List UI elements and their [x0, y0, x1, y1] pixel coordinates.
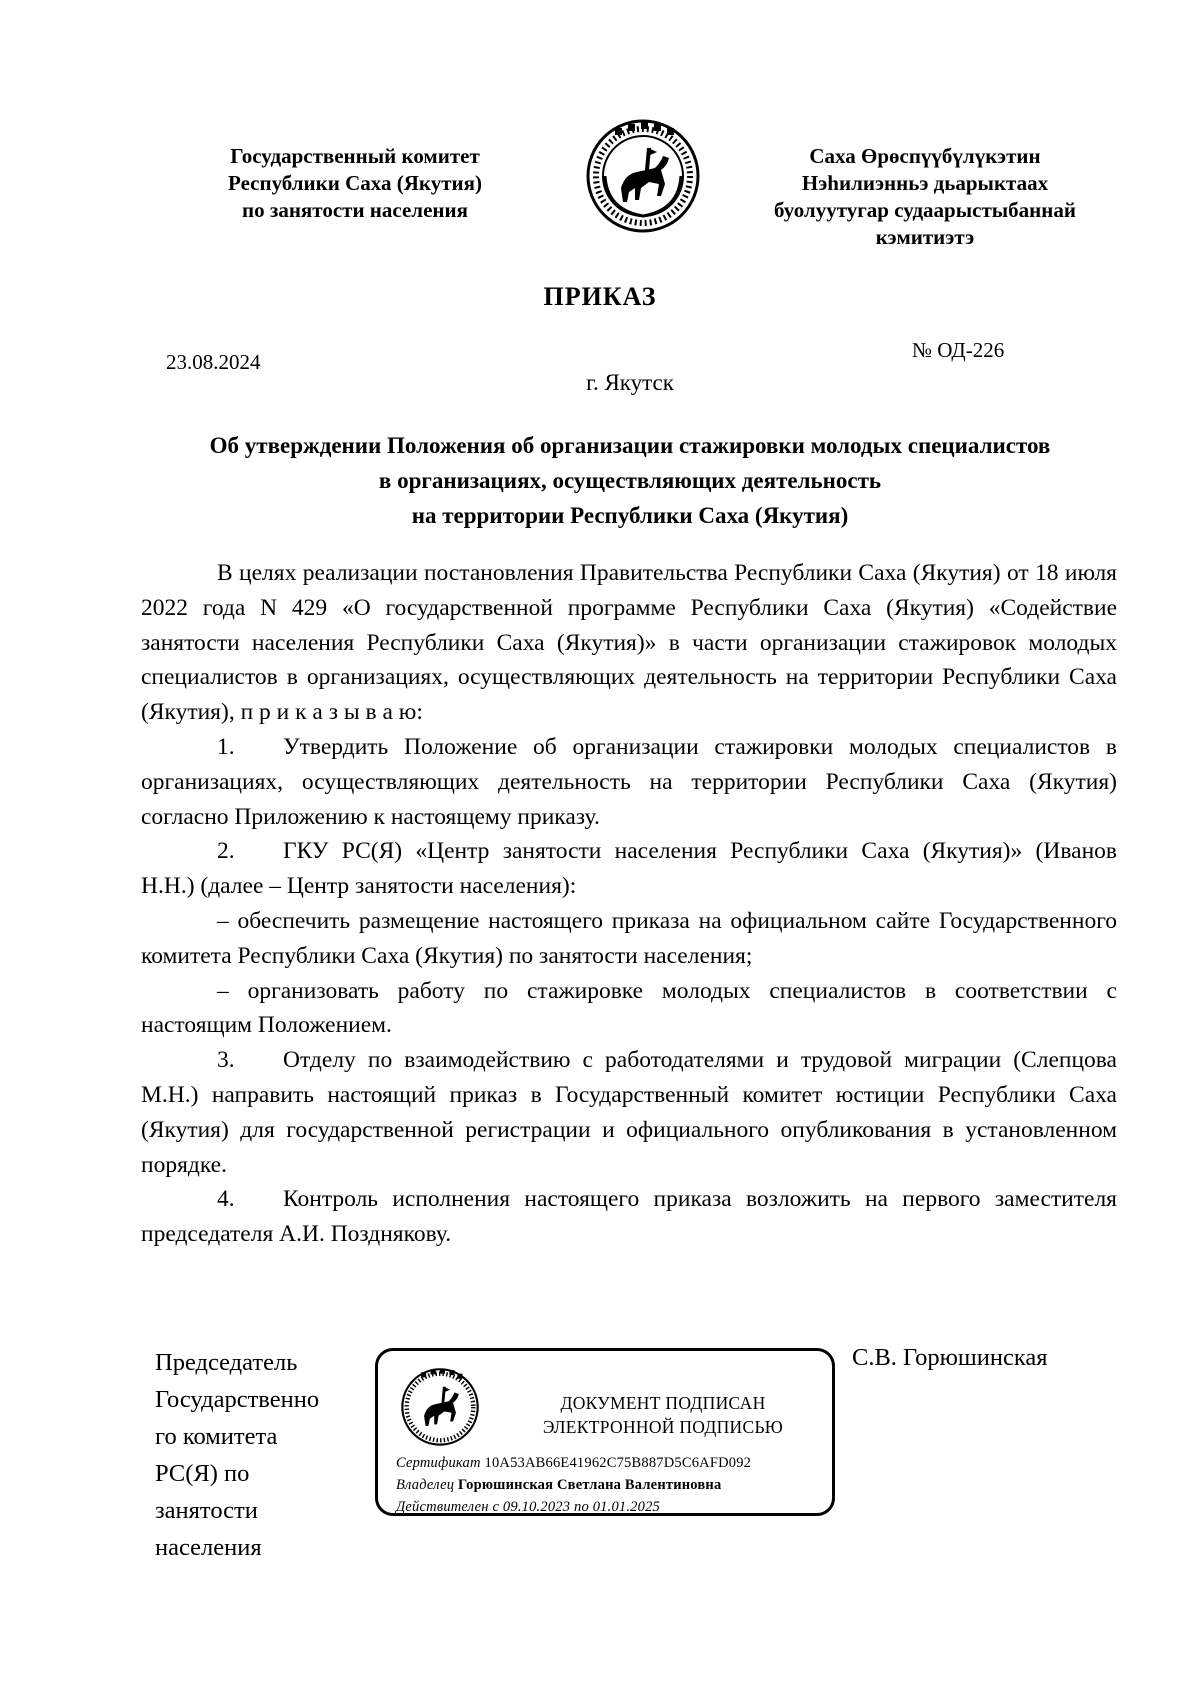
item-text: Отделу по взаимодействию с работодателями и трудовой миграции (Слепцова М.Н.) направить настоящий приказ в Государственный комитет юстиции Республики Саха (Якутия) для государственной регистрации и официального опубликования в установленном порядке. — [141, 1047, 1117, 1178]
subject-line: в организациях, осуществляющих деятельность — [378, 468, 882, 493]
document-number: № ОД-226 — [912, 338, 1005, 362]
document-subject — [140, 428, 1120, 533]
stamp-heading-line: ДОКУМЕНТ ПОДПИСАН — [560, 1393, 766, 1413]
header-left-line: Государственный комитет — [230, 144, 480, 168]
order-subitem — [141, 904, 1117, 974]
stamp-certificate — [396, 1455, 751, 1472]
header-left — [190, 143, 520, 224]
order-item — [141, 834, 1117, 904]
header-left-line: по занятости населения — [242, 198, 468, 222]
sakha-coat-of-arms-icon — [585, 118, 701, 234]
signer-title-line: занятости — [155, 1497, 258, 1524]
order-word: п р и к а з ы в а ю: — [240, 699, 423, 726]
stamp-valid-from: 09.10.2023 — [502, 1499, 571, 1515]
document-city: г. Якутск — [586, 370, 674, 395]
item-number: 4. — [217, 1186, 235, 1213]
subject-line: Об утверждении Положения об организации стажировки молодых специалистов — [209, 433, 1051, 458]
signer-title — [155, 1344, 355, 1566]
preamble-text: В целях реализации постановления Правительства Республики Саха (Якутия) от 18 июля 2022 года N 429 «О государственной программе Республики Саха (Якутия) «Содействие занятости населения Республики Саха (Якутия)» в части организации стажировок молодых специалистов в организациях, осуществляющих деятельность на территории Республики Саха (Якутия), — [141, 560, 1117, 726]
header-right-line: буолуутугар судаарыстыбаннай — [774, 198, 1076, 222]
item-text: Утвердить Положение об организации стажировки молодых специалистов в организациях, осуществляющих деятельность на территории Республики Саха (Якутия) согласно Приложению к настоящему приказу. — [141, 733, 1117, 830]
stamp-heading-line: ЭЛЕКТРОННОЙ ПОДПИСЬЮ — [542, 1417, 784, 1437]
document-body — [141, 556, 1117, 1252]
item-text: – организовать работу по стажировке молодых специалистов в соответствии с настоящим Положением. — [141, 977, 1117, 1039]
stamp-owner-value: Горюшинская Светлана Валентиновна — [458, 1477, 722, 1493]
stamp-valid-to-label: по — [574, 1499, 589, 1515]
header-right-line: кэмитиэтэ — [875, 225, 975, 249]
signer-title-line: населения — [155, 1534, 262, 1561]
item-number: 2. — [217, 838, 235, 865]
signer-name: С.В. Горюшинская — [852, 1344, 1048, 1371]
stamp-validity — [396, 1499, 660, 1516]
item-text: – обеспечить размещение настоящего приказа на официальном сайте Государственного комитета Республики Саха (Якутия) по занятости населения; — [141, 907, 1117, 969]
electronic-signature-stamp — [375, 1348, 835, 1516]
order-item — [141, 1043, 1117, 1182]
item-number: 1. — [217, 733, 235, 760]
item-text: Контроль исполнения настоящего приказа возложить на первого заместителя председателя А.И. Позднякову. — [141, 1186, 1117, 1248]
stamp-owner-label: Владелец — [396, 1477, 455, 1493]
stamp-owner — [396, 1477, 721, 1494]
stamp-cert-label: Сертификат — [396, 1455, 481, 1471]
preamble-paragraph — [141, 556, 1117, 730]
item-text: ГКУ РС(Я) «Центр занятости населения Республики Саха (Якутия)» (Иванов Н.Н.) (далее – Центр занятости населения): — [141, 838, 1117, 900]
signer-title-line: Государственно — [155, 1386, 320, 1413]
document-type: ПРИКАЗ — [543, 282, 657, 311]
header-right-line: Саха Өрөспүүбүлүкэтин — [809, 144, 1041, 168]
signer-title-line: Председатель — [155, 1349, 298, 1376]
header-right-line: Нэһилиэнньэ дьарыктаах — [801, 171, 1049, 195]
header-left-line: Республики Саха (Якутия) — [228, 171, 482, 195]
order-subitem — [141, 974, 1117, 1044]
stamp-heading — [493, 1391, 833, 1439]
stamp-cert-value: 10A53AB66E41962C75B887D5C6AFD092 — [484, 1455, 752, 1471]
order-item — [141, 730, 1117, 834]
header-right — [760, 143, 1090, 251]
sakha-coat-of-arms-icon — [398, 1365, 482, 1449]
stamp-valid-label: Действителен с — [396, 1499, 500, 1515]
document-date: 23.08.2024 — [166, 350, 261, 374]
signer-title-line: го комитета — [155, 1423, 278, 1450]
order-item — [141, 1182, 1117, 1252]
signer-title-line: РС(Я) по — [155, 1460, 250, 1487]
item-number: 3. — [217, 1047, 235, 1074]
subject-line: на территории Республики Саха (Якутия) — [411, 503, 849, 528]
stamp-valid-to: 01.01.2025 — [592, 1499, 660, 1515]
